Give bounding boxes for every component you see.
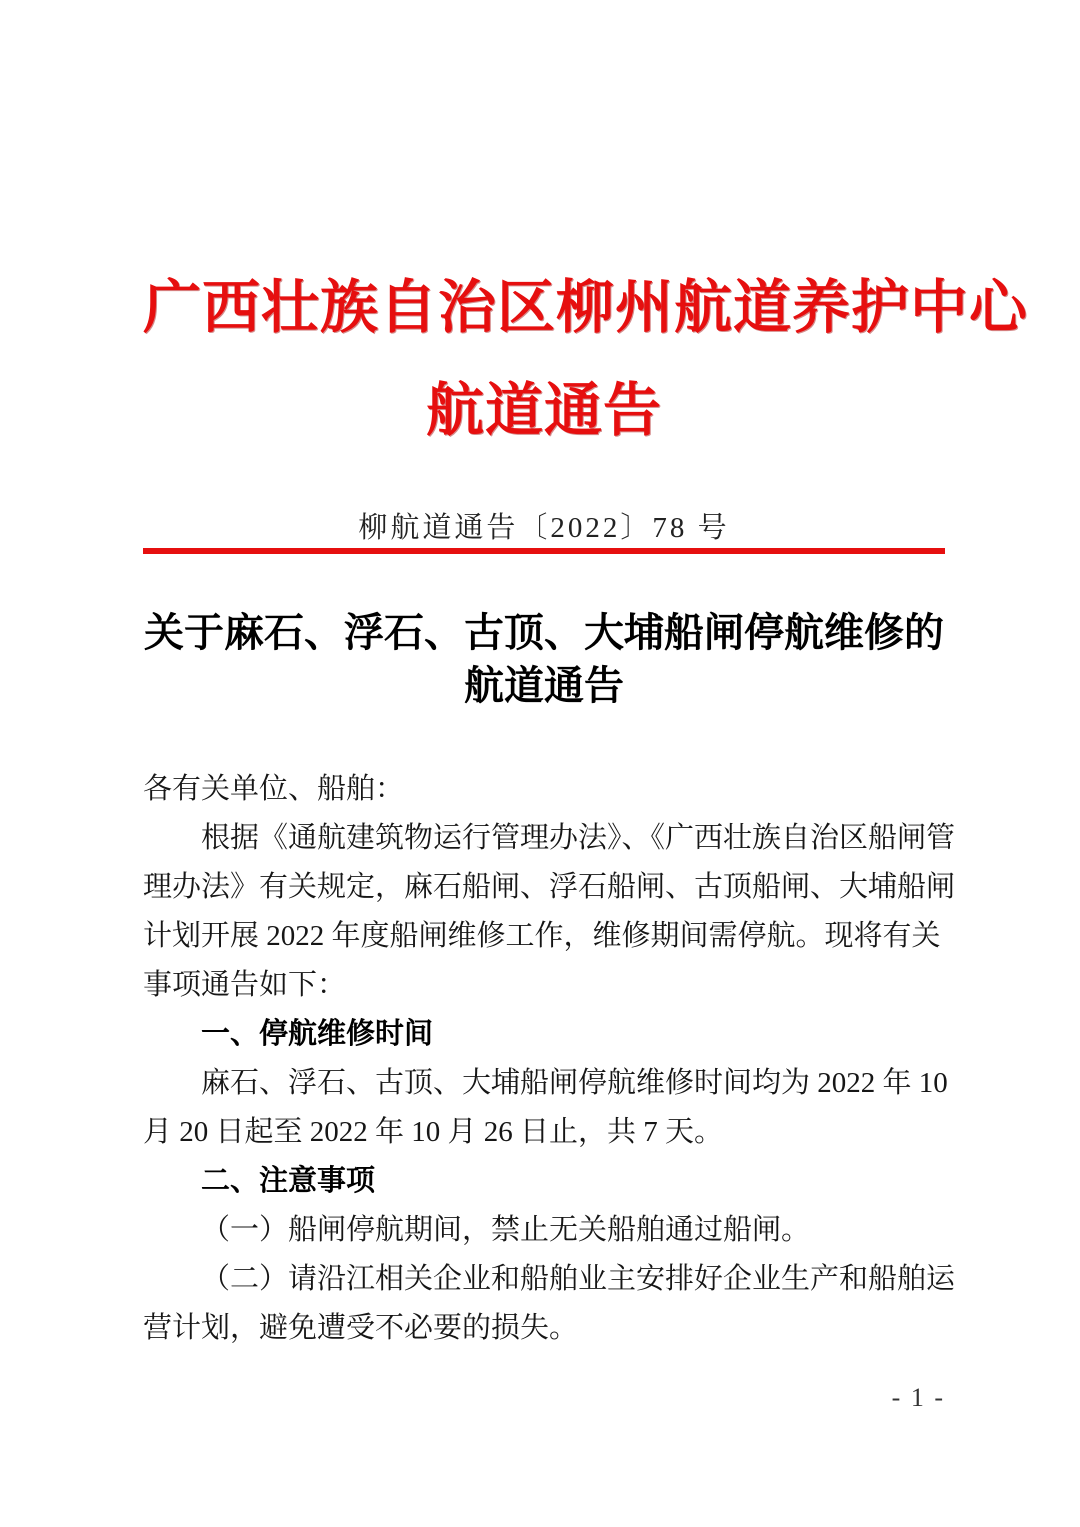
org-title-line-1: 广西壮族自治区柳州航道养护中心 bbox=[143, 275, 1029, 340]
body-line: （一）船闸停航期间，禁止无关船舶通过船闸。 bbox=[201, 1214, 811, 1246]
document-body bbox=[143, 765, 956, 1353]
section-heading: 一、停航维修时间 bbox=[201, 1018, 434, 1050]
notice-subject-title bbox=[143, 606, 945, 712]
notice-subject-line-1: 关于麻石、浮石、古顶、大埔船闸停航维修的 bbox=[144, 610, 944, 655]
body-line: （二）请沿江相关企业和船舶业主安排好企业生产和船舶运 bbox=[201, 1263, 956, 1295]
body-line: 月 20 日起至 2022 年 10 月 26 日止，共 7 天。 bbox=[143, 1116, 724, 1148]
page-number: - 1 - bbox=[891, 1383, 945, 1412]
body-line: 营计划，避免遭受不必要的损失。 bbox=[143, 1312, 579, 1344]
body-line: 事项通告如下： bbox=[143, 969, 347, 1001]
body-line: 理办法》有关规定，麻石船闸、浮石船闸、古顶船闸、大埔船闸 bbox=[143, 871, 956, 903]
doc-number: 柳航道通告〔2022〕78 号 bbox=[358, 512, 730, 544]
notice-subject-line-2: 航道通告 bbox=[464, 663, 624, 708]
red-divider-line bbox=[143, 548, 945, 554]
section-heading: 二、注意事项 bbox=[201, 1165, 376, 1197]
body-line: 麻石、浮石、古顶、大埔船闸停航维修时间均为 2022 年 10 bbox=[201, 1067, 948, 1099]
body-line: 根据《通航建筑物运行管理办法》、《广西壮族自治区船闸管 bbox=[201, 822, 956, 854]
org-title-line-2: 航道通告 bbox=[425, 378, 662, 443]
body-line: 计划开展 2022 年度船闸维修工作，维修期间需停航。现将有关 bbox=[143, 920, 941, 952]
org-title bbox=[143, 0, 1029, 462]
body-line: 各有关单位、船舶： bbox=[143, 773, 405, 805]
